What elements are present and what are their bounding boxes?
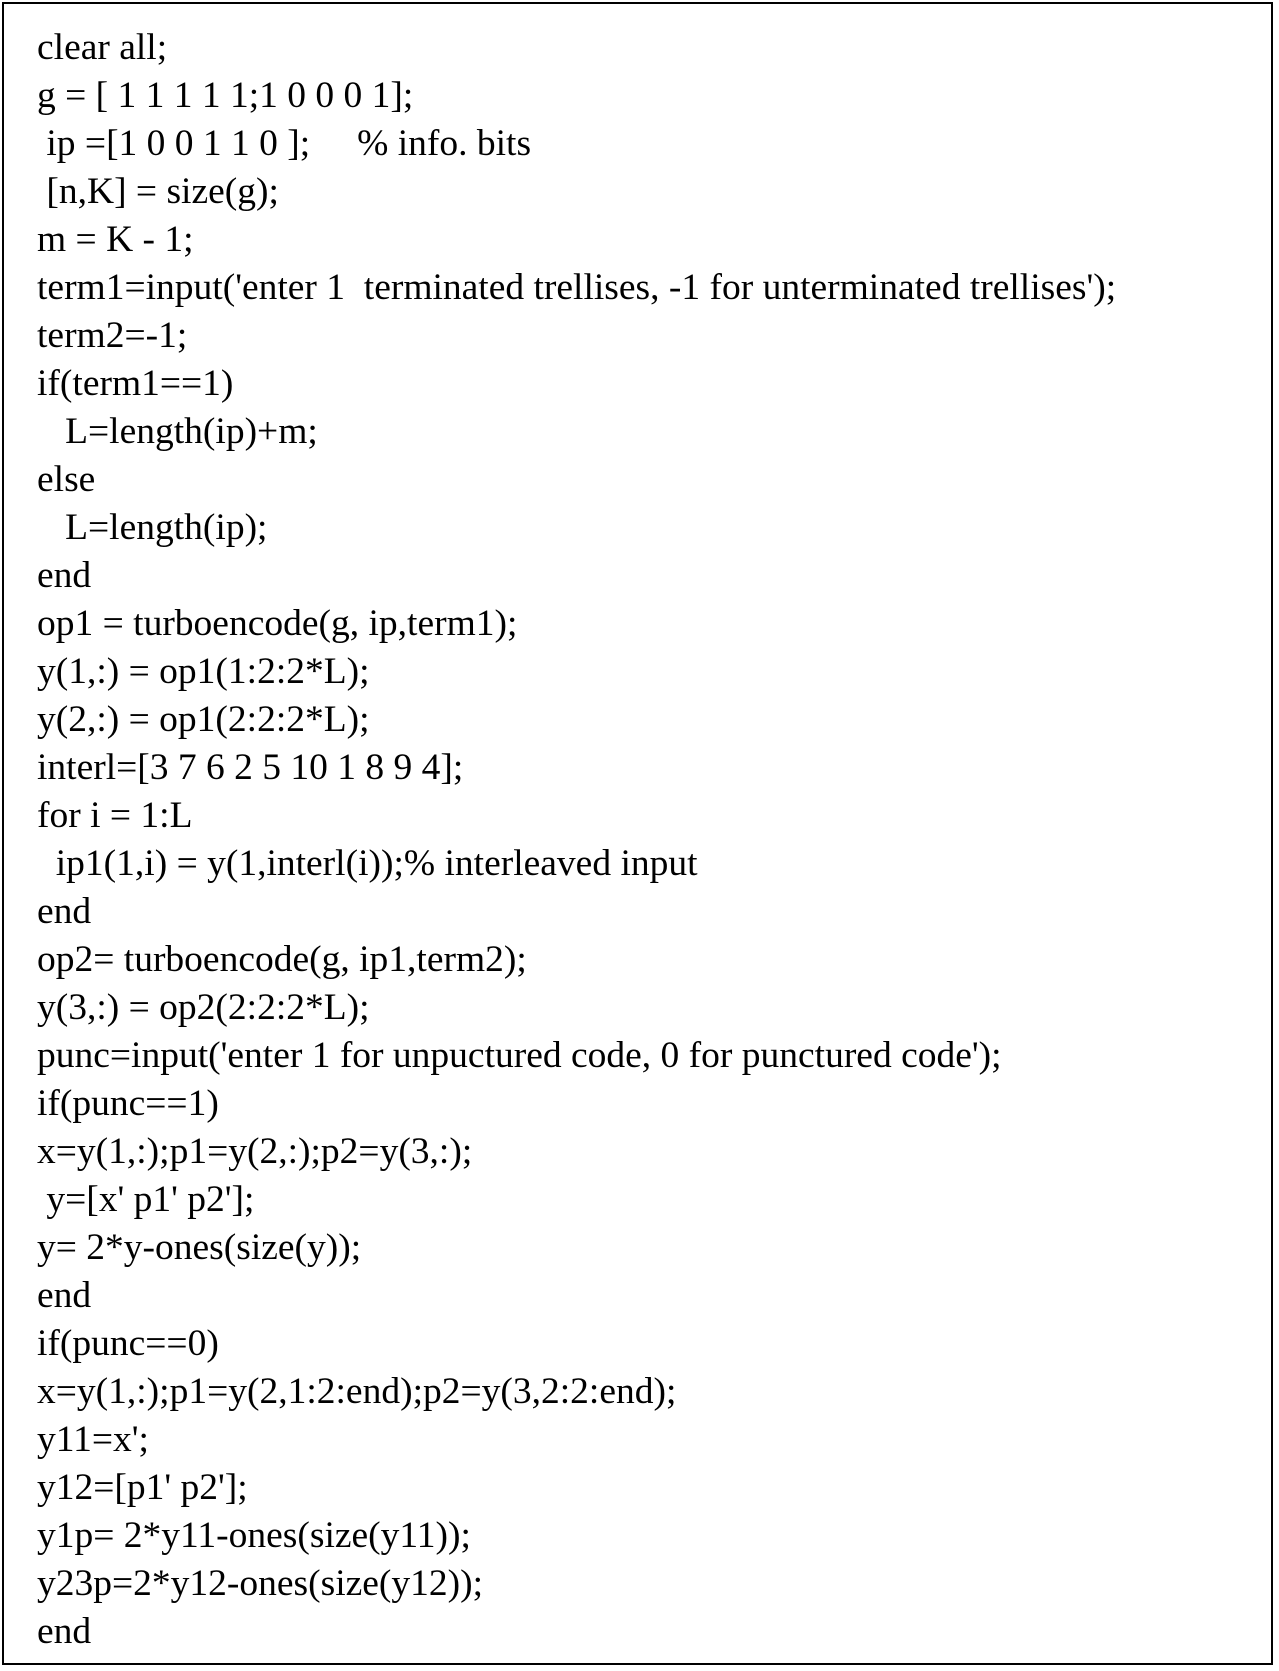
code-line: [n,K] = size(g); (37, 171, 279, 212)
code-line: interl=[3 7 6 2 5 10 1 8 9 4]; (37, 747, 464, 788)
code-line: op2= turboencode(g, ip1,term2); (37, 939, 527, 980)
code-line: y(2,:) = op1(2:2:2*L); (37, 699, 370, 740)
code-line: for i = 1:L (37, 795, 193, 836)
code-line: else (37, 459, 96, 500)
code-line: end (37, 1611, 92, 1652)
code-listing (37, 24, 1116, 1656)
code-line: ip =[1 0 0 1 1 0 ]; % info. bits (37, 123, 532, 164)
code-line: op1 = turboencode(g, ip,term1); (37, 603, 518, 644)
code-listing-box (2, 2, 1273, 1665)
code-line: y11=x'; (37, 1419, 149, 1460)
code-line: end (37, 1275, 92, 1316)
code-line: L=length(ip)+m; (37, 411, 318, 452)
code-line: y=[x' p1' p2']; (37, 1179, 255, 1220)
code-line: x=y(1,:);p1=y(2,:);p2=y(3,:); (37, 1131, 473, 1172)
code-line: if(punc==1) (37, 1083, 219, 1124)
code-line: y(3,:) = op2(2:2:2*L); (37, 987, 370, 1028)
code-line: term2=-1; (37, 315, 188, 356)
code-line: term1=input('enter 1 terminated trellises, -1 for unterminated trellises'); (37, 267, 1117, 308)
code-line: if(term1==1) (37, 363, 234, 404)
code-line: end (37, 891, 92, 932)
code-line: y23p=2*y12-ones(size(y12)); (37, 1563, 484, 1604)
code-line: y= 2*y-ones(size(y)); (37, 1227, 362, 1268)
code-line: clear all; (37, 27, 168, 68)
code-line: ip1(1,i) = y(1,interl(i));% interleaved input (37, 843, 698, 884)
code-line: x=y(1,:);p1=y(2,1:2:end);p2=y(3,2:2:end); (37, 1371, 677, 1412)
code-line: m = K - 1; (37, 219, 194, 260)
code-line: g = [ 1 1 1 1 1;1 0 0 0 1]; (37, 75, 414, 116)
code-line: L=length(ip); (37, 507, 268, 548)
code-line: y12=[p1' p2']; (37, 1467, 248, 1508)
code-line: end (37, 555, 92, 596)
code-line: y1p= 2*y11-ones(size(y11)); (37, 1515, 471, 1556)
code-line: y(1,:) = op1(1:2:2*L); (37, 651, 370, 692)
code-line: if(punc==0) (37, 1323, 219, 1364)
code-line: punc=input('enter 1 for unpuctured code, 0 for punctured code'); (37, 1035, 1002, 1076)
